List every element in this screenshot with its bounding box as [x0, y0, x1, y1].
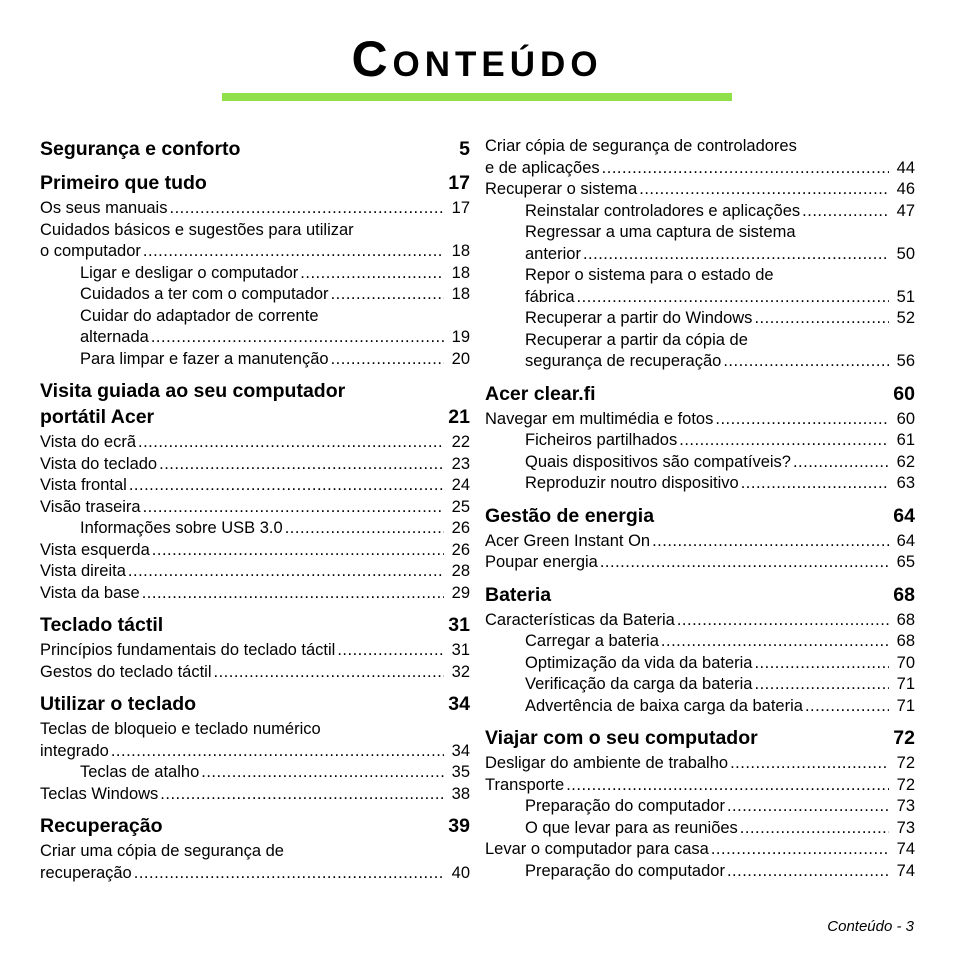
toc-entry-line	[80, 349, 470, 371]
toc-entry-line	[80, 284, 470, 306]
section-page-number: 5	[459, 138, 470, 160]
toc-entry-page-number: 71	[896, 696, 915, 715]
dot-leader	[754, 674, 889, 696]
toc-entry-line	[40, 640, 470, 662]
section-title-line: Segurança e conforto	[40, 138, 241, 160]
toc-entry-line	[40, 475, 470, 497]
toc-entry-page-number: 26	[451, 519, 470, 537]
toc-entry-text: Os seus manuais	[40, 199, 168, 217]
dot-leader	[111, 741, 444, 763]
toc-entry-page-number: 72	[896, 754, 915, 772]
dot-leader	[337, 640, 444, 662]
toc-section-heading[interactable]	[40, 813, 470, 839]
toc-entry[interactable]	[40, 198, 470, 220]
toc-entry-line	[485, 839, 915, 861]
toc-entry-page-number: 18	[451, 285, 470, 303]
toc-entry[interactable]	[485, 653, 915, 675]
toc-entry-line	[40, 432, 470, 454]
toc-entry[interactable]	[40, 263, 470, 285]
toc-entry-text: Vista do teclado	[40, 454, 158, 473]
dot-leader	[741, 473, 889, 495]
toc-entry-text: Levar o computador para casa	[485, 840, 709, 858]
dot-leader	[128, 561, 444, 583]
toc-entry-text: Princípios fundamentais do teclado táctil	[40, 641, 336, 659]
dot-leader	[566, 775, 889, 797]
dot-leader	[711, 839, 889, 861]
section-page-number: 34	[448, 693, 470, 715]
toc-entry[interactable]	[485, 265, 915, 308]
toc-entry[interactable]	[485, 409, 915, 431]
toc-entry[interactable]	[40, 518, 470, 540]
toc-entry-page-number: 60	[896, 409, 915, 428]
section-title	[485, 582, 551, 608]
toc-entry-line	[525, 473, 915, 495]
toc-entry-line	[485, 409, 915, 431]
toc-entry[interactable]	[485, 430, 915, 452]
toc-entry[interactable]	[40, 662, 470, 684]
dot-leader	[152, 540, 444, 562]
toc-entry-line	[525, 696, 915, 718]
dot-leader	[715, 409, 889, 431]
dot-leader	[652, 531, 889, 553]
section-page-number: 60	[893, 382, 915, 405]
section-page-number: 68	[893, 583, 915, 606]
toc-entry-text: fábrica	[525, 287, 575, 306]
toc-entry-line	[40, 741, 470, 763]
page-title: Conteúdo	[351, 31, 603, 87]
toc-entry-line	[485, 179, 915, 201]
toc-entry-text: Vista esquerda	[40, 540, 150, 559]
toc-entry-page-number: 19	[451, 328, 470, 346]
toc-entry-text-line: Criar cópia de segurança de controladores	[485, 137, 797, 155]
toc-entry[interactable]	[485, 674, 915, 696]
toc-entry-text: Reinstalar controladores e aplicações	[525, 201, 801, 220]
dot-leader	[214, 662, 444, 684]
section-title	[40, 136, 240, 162]
section-page-number: 21	[448, 406, 470, 428]
dot-leader	[134, 863, 444, 885]
toc-entry-page-number: 18	[451, 242, 470, 260]
dot-leader	[723, 351, 889, 373]
section-title-line: Gestão de energia	[485, 504, 655, 527]
dot-leader	[143, 241, 444, 263]
toc-entry-line	[485, 158, 915, 180]
dot-leader	[639, 179, 889, 201]
section-page-number: 31	[448, 614, 470, 636]
toc-entry[interactable]	[485, 818, 915, 840]
toc-entry-text-line: Repor o sistema para o estado de	[525, 266, 774, 284]
dot-leader	[727, 796, 889, 818]
dot-leader	[201, 762, 444, 784]
section-title	[485, 725, 758, 751]
toc-entry-line	[80, 263, 470, 285]
toc-entry[interactable]	[485, 473, 915, 495]
toc-entry[interactable]	[40, 583, 470, 605]
toc-entry-page-number: 24	[451, 476, 470, 494]
toc-entry-page-number: 46	[896, 180, 915, 198]
toc-entry-line	[40, 198, 470, 220]
toc-entry-text: Acer Green Instant On	[485, 531, 651, 550]
toc-entry-line	[525, 796, 915, 818]
toc-entry-line	[40, 662, 470, 684]
toc-entry[interactable]	[40, 497, 470, 519]
dot-leader	[285, 518, 444, 540]
dot-leader	[679, 430, 889, 452]
dot-leader	[793, 452, 889, 474]
toc-entry-page-number: 18	[451, 263, 470, 282]
dot-leader	[331, 349, 444, 371]
toc-entry-line	[525, 631, 915, 653]
toc-entry[interactable]	[485, 330, 915, 373]
section-title	[40, 691, 196, 717]
dot-leader	[169, 198, 444, 220]
toc-entry-text: Cuidados a ter com o computador	[80, 285, 329, 303]
toc-entry-page-number: 70	[896, 653, 915, 672]
toc-entry-line	[485, 552, 915, 574]
section-page-number: 39	[448, 815, 470, 837]
dot-leader	[138, 432, 444, 454]
dot-leader	[151, 327, 444, 349]
toc-entry-page-number: 17	[451, 199, 470, 217]
toc-entry-line	[485, 775, 915, 797]
toc-entry-page-number: 38	[451, 784, 470, 803]
toc-entry-page-number: 35	[451, 763, 470, 781]
toc-entry[interactable]	[40, 306, 470, 349]
toc-entry-line	[40, 561, 470, 583]
page-footer: Conteúdo - 3	[827, 918, 914, 935]
toc-entry-line	[40, 241, 470, 263]
section-title-line: Acer clear.fi	[485, 382, 596, 405]
toc-entry-text: Optimização da vida da bateria	[525, 653, 753, 672]
dot-leader	[754, 653, 889, 675]
toc-entry-text: Navegar em multimédia e fotos	[485, 409, 714, 428]
section-page-number: 64	[893, 504, 915, 527]
toc-entry-line	[525, 861, 915, 883]
toc-entry-page-number: 62	[896, 452, 915, 471]
title-underline	[222, 93, 732, 101]
dot-leader	[583, 244, 889, 266]
toc-entry-page-number: 56	[896, 352, 915, 370]
dot-leader	[754, 308, 889, 330]
toc-entry-page-number: 71	[896, 675, 915, 693]
toc-entry-line	[485, 610, 915, 632]
toc-entry[interactable]	[485, 179, 915, 201]
toc-entry[interactable]	[40, 719, 470, 762]
toc-entry[interactable]	[485, 631, 915, 653]
section-title	[40, 378, 345, 430]
section-title-line: Primeiro que tudo	[40, 172, 207, 194]
toc-entry-line	[485, 531, 915, 553]
toc-entry[interactable]	[40, 284, 470, 306]
toc-entry-page-number: 34	[451, 741, 470, 760]
toc-entry-text: alternada	[80, 328, 149, 346]
dot-leader	[577, 287, 889, 309]
toc-entry-page-number: 23	[451, 454, 470, 473]
toc-entry[interactable]	[485, 222, 915, 265]
section-title-line: Viajar com o seu computador	[485, 727, 758, 749]
dot-leader	[661, 631, 889, 653]
dot-leader	[600, 552, 889, 574]
toc-entry-page-number: 61	[896, 431, 915, 449]
toc-entry[interactable]	[485, 839, 915, 861]
toc-entry-line	[525, 287, 915, 309]
toc-entry-line	[525, 452, 915, 474]
toc-entry-page-number: 74	[896, 840, 915, 858]
toc-left-column	[40, 136, 470, 884]
toc-section-heading[interactable]	[485, 725, 915, 751]
toc-entry-line	[525, 653, 915, 675]
toc-entry[interactable]	[40, 454, 470, 476]
section-title-line: Visita guiada ao seu computador	[40, 380, 346, 402]
toc-entry-line	[525, 430, 915, 452]
section-page-number: 72	[893, 727, 915, 749]
toc-entry-line	[525, 351, 915, 373]
toc-entry-page-number: 32	[451, 662, 470, 681]
toc-entry[interactable]	[40, 640, 470, 662]
toc-entry[interactable]	[40, 841, 470, 884]
toc-entry-page-number: 52	[896, 309, 915, 327]
toc-entry[interactable]	[485, 796, 915, 818]
dot-leader	[730, 753, 889, 775]
section-title-line: portátil Acer	[40, 406, 155, 428]
toc-entry-page-number: 65	[896, 553, 915, 571]
toc-entry-text: Teclas Windows	[40, 784, 159, 803]
toc-entry[interactable]	[485, 452, 915, 474]
toc-entry-text-line: Recuperar a partir da cópia de	[525, 330, 748, 349]
toc-entry[interactable]	[485, 610, 915, 632]
section-title	[40, 170, 207, 196]
section-title	[40, 813, 162, 839]
dot-leader	[300, 263, 444, 285]
toc-entry[interactable]	[485, 552, 915, 574]
section-page-number: 17	[448, 172, 470, 194]
toc-entry-page-number: 68	[896, 632, 915, 650]
toc-entry-text: Visão traseira	[40, 497, 141, 516]
toc-entry-page-number: 28	[451, 562, 470, 580]
toc-entry-text: integrado	[40, 741, 109, 760]
toc-entry[interactable]	[485, 136, 915, 179]
toc-entry-text: Para limpar e fazer a manutenção	[80, 349, 329, 368]
toc-entry-text: Verificação da carga da bateria	[525, 675, 753, 693]
toc-entry-text-line: Teclas de bloqueio e teclado numérico	[40, 720, 321, 738]
toc-entry-page-number: 20	[451, 349, 470, 368]
toc-entry-page-number: 29	[451, 583, 470, 602]
toc-entry-text: Preparação do computador	[525, 797, 725, 815]
toc-entry-text: O que levar para as reuniões	[525, 818, 738, 837]
toc-entry-text: Informações sobre USB 3.0	[80, 519, 283, 537]
toc-entry[interactable]	[40, 762, 470, 784]
toc-section-heading[interactable]	[40, 378, 470, 430]
toc-entry[interactable]	[485, 775, 915, 797]
toc-entry[interactable]	[485, 696, 915, 718]
toc-entry-line	[485, 753, 915, 775]
dot-leader	[143, 497, 444, 519]
toc-entry-page-number: 63	[896, 474, 915, 492]
toc-entry-text: Desligar do ambiente de trabalho	[485, 754, 729, 772]
toc-entry-page-number: 72	[896, 775, 915, 794]
toc-entry[interactable]	[40, 432, 470, 454]
toc-entry-text: Gestos do teclado táctil	[40, 662, 212, 681]
toc-entry-text-line: Cuidados básicos e sugestões para utilizar	[40, 220, 354, 239]
toc-entry[interactable]	[40, 540, 470, 562]
toc-entry-line	[80, 327, 470, 349]
toc-entry-text-line: Criar uma cópia de segurança de	[40, 842, 284, 860]
toc-entry-page-number: 73	[896, 797, 915, 815]
toc-entry-text: Carregar a bateria	[525, 632, 659, 650]
toc-entry-line	[525, 308, 915, 330]
toc-entry-text: Vista da base	[40, 583, 140, 602]
toc-right-column	[485, 136, 915, 882]
toc-entry-line	[40, 497, 470, 519]
toc-entry-text: Características da Bateria	[485, 610, 675, 629]
toc-entry-text: Vista direita	[40, 562, 126, 580]
toc-entry-page-number: 44	[896, 158, 915, 177]
toc-entry[interactable]	[485, 308, 915, 330]
section-title	[485, 381, 596, 407]
toc-entry-page-number: 64	[896, 531, 915, 550]
dot-leader	[331, 284, 444, 306]
toc-section-heading[interactable]	[40, 612, 470, 638]
toc-entry[interactable]	[40, 220, 470, 263]
toc-entry[interactable]	[485, 531, 915, 553]
section-title-line: Utilizar o teclado	[40, 693, 197, 715]
toc-entry[interactable]	[485, 201, 915, 223]
toc-entry-text: Preparação do computador	[525, 861, 725, 880]
toc-section-heading[interactable]	[485, 381, 915, 407]
toc-entry[interactable]	[40, 784, 470, 806]
toc-entry-text-line: Regressar a uma captura de sistema	[525, 223, 796, 241]
toc-entry-text: recuperação	[40, 863, 132, 882]
toc-entry-text: Transporte	[485, 775, 565, 794]
toc-entry[interactable]	[40, 561, 470, 583]
toc-entry-text: anterior	[525, 244, 581, 263]
toc-entry[interactable]	[485, 753, 915, 775]
toc-entry-page-number: 26	[451, 540, 470, 559]
toc-entry-text: Vista frontal	[40, 476, 127, 494]
toc-entry-text: Teclas de atalho	[80, 763, 200, 781]
toc-entry-line	[40, 540, 470, 562]
toc-entry-page-number: 25	[451, 497, 470, 516]
toc-entry-line	[525, 674, 915, 696]
toc-entry-text: Advertência de baixa carga da bateria	[525, 696, 803, 715]
toc-entry-text: Vista do ecrã	[40, 433, 137, 451]
dot-leader	[727, 861, 889, 883]
dot-leader	[740, 818, 889, 840]
toc-section-heading[interactable]	[485, 503, 915, 529]
toc-entry-page-number: 22	[451, 433, 470, 451]
toc-entry-text: Reproduzir noutro dispositivo	[525, 474, 739, 492]
toc-section-heading[interactable]	[40, 170, 470, 196]
toc-entry-text: segurança de recuperação	[525, 352, 722, 370]
dot-leader	[805, 696, 889, 718]
toc-entry-line	[525, 201, 915, 223]
toc-entry[interactable]	[40, 349, 470, 371]
section-title	[40, 612, 163, 638]
section-title-line: Teclado táctil	[40, 614, 164, 636]
toc-entry-line	[80, 518, 470, 540]
dot-leader	[142, 583, 444, 605]
toc-entry-page-number: 51	[896, 287, 915, 306]
toc-entry-line	[525, 818, 915, 840]
toc-entry-page-number: 73	[896, 818, 915, 837]
toc-entry-text: Quais dispositivos são compatíveis?	[525, 452, 791, 471]
toc-entry-page-number: 68	[896, 610, 915, 629]
toc-entry-line	[80, 762, 470, 784]
toc-entry-page-number: 74	[896, 861, 915, 880]
toc-entry-line	[40, 784, 470, 806]
dot-leader	[159, 454, 444, 476]
toc-entry-text: Ficheiros partilhados	[525, 431, 678, 449]
toc-entry[interactable]	[485, 861, 915, 883]
toc-entry-text: e de aplicações	[485, 158, 600, 177]
toc-entry-page-number: 47	[896, 201, 915, 220]
toc-entry-line	[525, 244, 915, 266]
toc-entry-text: Recuperar a partir do Windows	[525, 309, 753, 327]
toc-entry-line	[40, 454, 470, 476]
toc-entry-text: o computador	[40, 242, 141, 260]
dot-leader	[602, 158, 889, 180]
toc-entry-line	[40, 583, 470, 605]
dot-leader	[802, 201, 889, 223]
dot-leader	[677, 610, 889, 632]
toc-section-heading[interactable]	[485, 582, 915, 608]
toc-section-heading[interactable]	[40, 691, 470, 717]
toc-entry-page-number: 50	[896, 244, 915, 263]
toc-entry[interactable]	[40, 475, 470, 497]
toc-entry-text: Poupar energia	[485, 553, 598, 571]
toc-section-heading[interactable]	[40, 136, 470, 162]
section-title	[485, 503, 654, 529]
toc-entry-text-line: Cuidar do adaptador de corrente	[80, 306, 319, 325]
section-title-line: Bateria	[485, 583, 552, 606]
toc-entry-page-number: 40	[451, 863, 470, 882]
dot-leader	[129, 475, 444, 497]
toc-entry-page-number: 31	[451, 641, 470, 659]
toc-entry-text: Ligar e desligar o computador	[80, 263, 299, 282]
toc-entry-line	[40, 863, 470, 885]
section-title-line: Recuperação	[40, 815, 163, 837]
dot-leader	[160, 784, 444, 806]
toc-entry-text: Recuperar o sistema	[485, 180, 638, 198]
